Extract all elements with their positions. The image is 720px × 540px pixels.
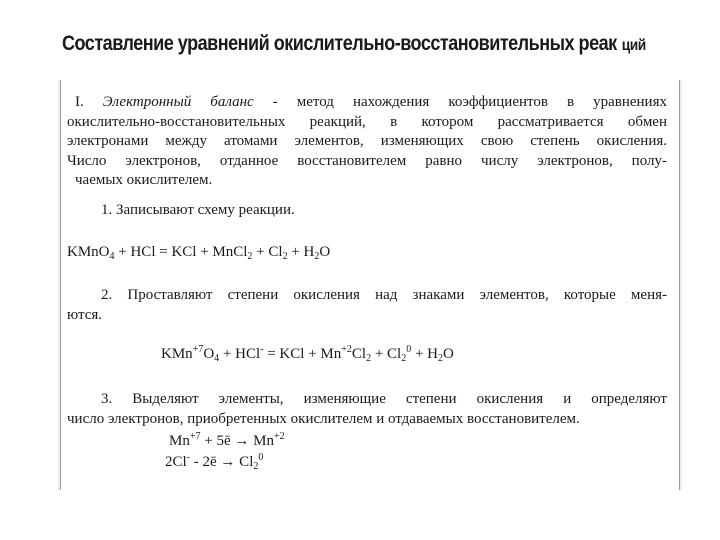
step-3-line-2: число электронов, приобретенных окислителем и отдаваемых восстановителем. xyxy=(67,410,580,427)
equation-oxidation-states: $KMn^{+7}O_4 + HCl^-$ = KCl + $Mn^{+2}Cl_2 + Cl_2^0 + H_2O$ xyxy=(161,344,454,364)
slide-title-tail: ций xyxy=(621,37,646,54)
intro-paragraph xyxy=(67,93,667,191)
step-2-line-2: ются. xyxy=(67,306,103,323)
equation-scheme: KMnO$_4$ + HCl = KCl + MnCl$_2$ + $Cl_2 + H_2O$ xyxy=(67,244,331,262)
intro-line-2: окислительно-восстановительных реакций, в котором рассматривается обмен xyxy=(67,113,667,130)
half-reaction-chlorine: 2Cl- - 2ē → $Cl_2^0$ xyxy=(165,452,264,472)
intro-line-1: I. Электронный баланс - метод нахождения коэффициентов в уравнениях xyxy=(75,94,667,110)
half-reaction-manganese: $Mn^{+7}$ + 5ē → $Mn^{+2}$ xyxy=(169,431,285,449)
step-2-paragraph xyxy=(67,286,667,325)
step-3-line-1: 3. Выделяют элементы, изменяющие степени окисления и определяют xyxy=(101,391,667,407)
text-frame xyxy=(60,80,680,490)
slide-title xyxy=(62,32,646,56)
step-3-paragraph xyxy=(67,390,667,429)
intro-line-5: чаемых окислителем. xyxy=(75,172,213,188)
step-1-text: 1. Записывают схему реакции. xyxy=(101,202,295,218)
slide-title-main: Составление уравнений окислительно-восстановительных реак xyxy=(62,32,617,55)
intro-line-4: Число электронов, отданное восстановителем равно числу электронов, полу- xyxy=(67,152,667,169)
step-2-line-1: 2. Проставляют степени окисления над знаками элементов, которые меня- xyxy=(101,287,667,303)
intro-line-3: электронами между атомами элементов, изменяющих свою степень окисления. xyxy=(67,133,667,149)
intro-term: Электронный баланс xyxy=(102,94,254,110)
